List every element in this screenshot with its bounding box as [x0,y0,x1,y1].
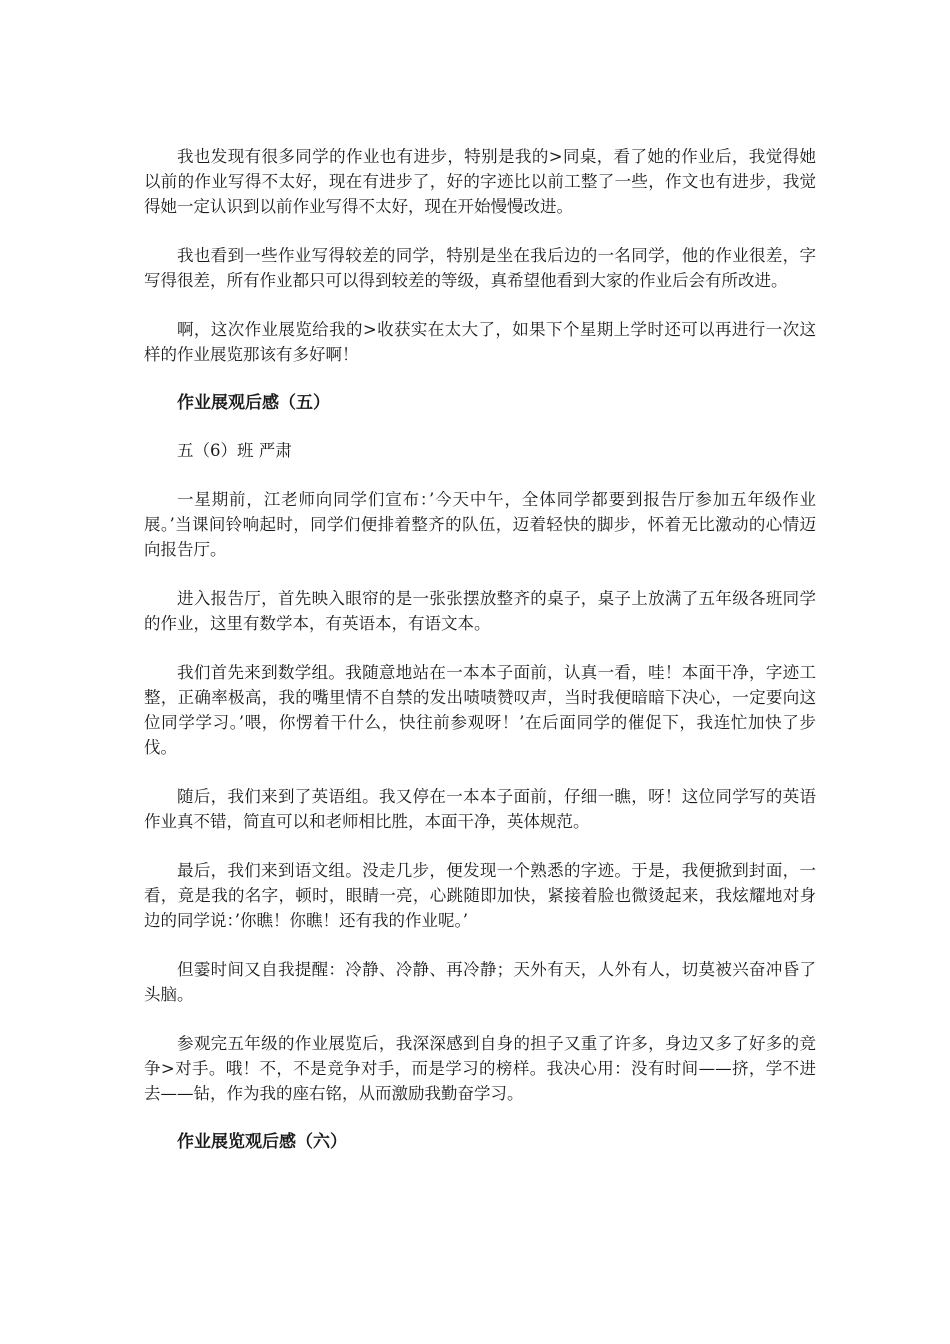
paragraph-chinese-group: 最后，我们来到语文组。没走几步，便发现一个熟悉的字迹。于是，我便掀到封面，一看，竟是我的名字，顿时，眼睛一亮，心跳随即加快，紧接着脸也微烫起来，我炫耀地对身边的同学说：’你瞧！你瞧！还有我的作业呢。’ [144,861,816,930]
paragraph-announcement: 一星期前，江老师向同学们宣布：’今天中午，全体同学都要到报告厅参加五年级作业展。’当课间铃响起时，同学们便排着整齐的队伍，迈着轻快的脚步，怀着无比激动的心情迈向报告厅。 [144,490,816,559]
paragraph-poor-homework: 我也看到一些作业写得较差的同学，特别是坐在我后边的一名同学，他的作业很差，字写得很差，所有作业都只可以得到较差的等级，真希望他看到大家的作业后会有所改进。 [144,246,816,290]
paragraph-english-group: 随后，我们来到了英语组。我又停在一本本子面前，仔细一瞧，呀！这位同学写的英语作业真不错，简直可以和老师相比胜，本面干净，英体规范。 [144,787,816,831]
document-page [144,144,816,1177]
paragraph-math-group: 我们首先来到数学组。我随意地站在一本本子面前，认真一看，哇！本面干净，字迹工整，正确率极高，我的嘴里情不自禁的发出啧啧赞叹声，当时我便暗暗下决心，一定要向这位同学学习。’喂，你愣着干什么，快往前参观呀！’在后面同学的催促下，我连忙加快了步伐。 [144,663,816,757]
paragraph-conclusion: 参观完五年级的作业展览后，我深深感到自身的担子又重了许多，身边又多了好多的竞争>对手。哦！不，不是竞争对手，而是学习的榜样。我决心用：没有时间——挤，学不进去——钻，作为我的座右铭，从而激励我勤奋学习。 [144,1034,816,1103]
paragraph-classmate-progress: 我也发现有很多同学的作业也有进步，特别是我的>同桌，看了她的作业后，我觉得她以前的作业写得不太好，现在有进步了，好的字迹比以前工整了一些，作文也有进步，我觉得她一定认识到以前作业写得不太好，现在开始慢慢改进。 [144,147,816,216]
section-heading-6: 作业展览观后感（六） [177,1132,347,1152]
section-heading-5: 作业展观后感（五） [177,393,330,413]
paragraph-exhibition-gain: 啊，这次作业展览给我的>收获实在太大了，如果下个星期上学时还可以再进行一次这样的作业展览那该有多好啊！ [144,320,816,364]
paragraph-entering-hall: 进入报告厅，首先映入眼帘的是一张张摆放整齐的桌子，桌子上放满了五年级各班同学的作业，这里有数学本，有英语本，有语文本。 [144,589,816,633]
paragraph-self-reminder: 但霎时间又自我提醒：冷静、冷静、再冷静；天外有天，人外有人，切莫被兴奋冲昏了头脑。 [144,960,816,1004]
author-byline: 五（6）班 严肃 [177,441,292,460]
